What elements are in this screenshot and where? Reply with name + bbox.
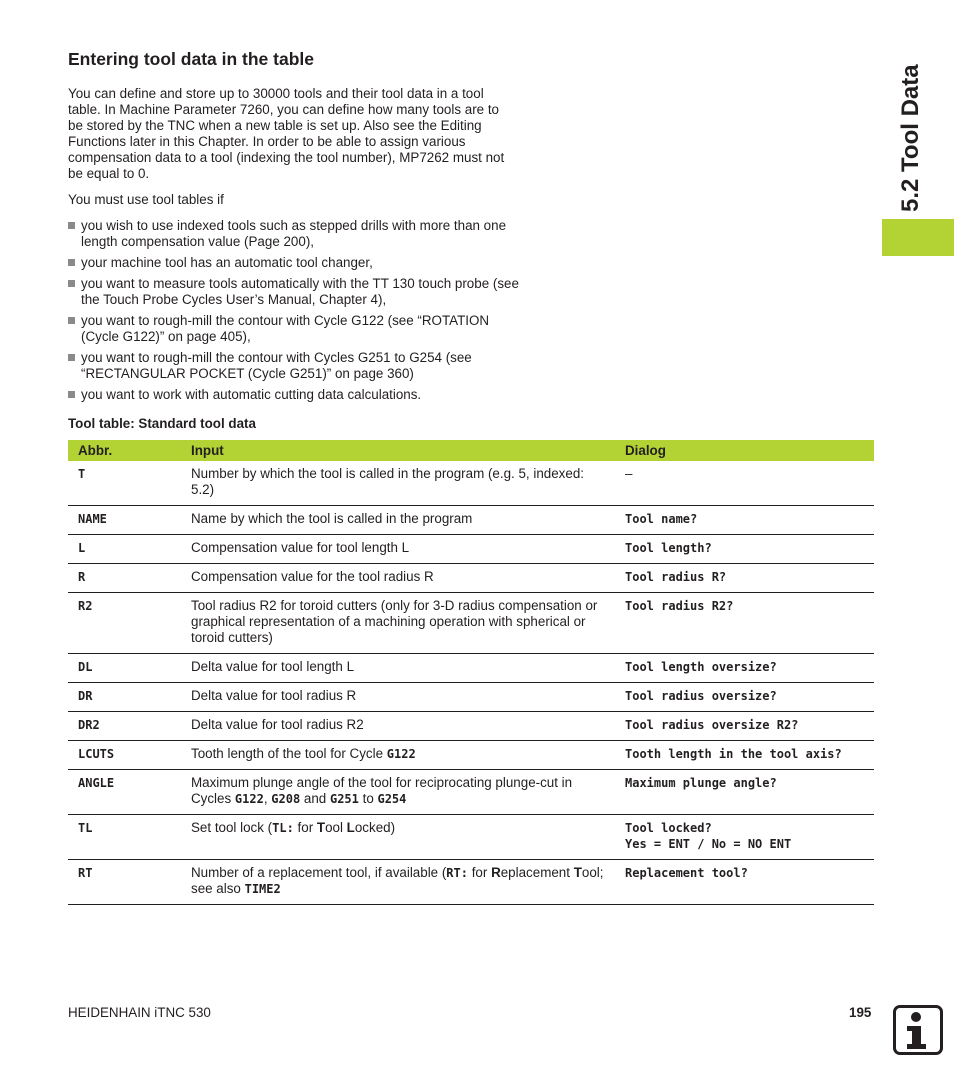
- table-row: [68, 712, 874, 741]
- table-header-row: [68, 440, 874, 461]
- input-cell: Compensation value for tool length L: [181, 535, 615, 564]
- table-row: [68, 506, 874, 535]
- input-cell: Delta value for tool radius R2: [181, 712, 615, 741]
- bullet-square-icon: [68, 280, 75, 287]
- abbr-cell: ANGLE: [68, 770, 181, 815]
- abbr-cell: R2: [68, 593, 181, 654]
- dialog-cell: Tool radius oversize?: [615, 683, 874, 712]
- table-row: [68, 815, 874, 860]
- table-row: [68, 461, 874, 506]
- abbr-cell: NAME: [68, 506, 181, 535]
- header-abbr: Abbr.: [68, 440, 181, 461]
- dialog-cell: Tool name?: [615, 506, 874, 535]
- intro-paragraph: You can define and store up to 30000 tools and their tool data in a tool table. In Machine Parameter 7260, you can define how many tools are to be stored by the TNC when a new table is set up. Also see the Editing Functions later in this Chapter. In order to be able to assign various compensation data to a tool (indexing the tool number), MP7262 must not be equal to 0.: [68, 86, 505, 181]
- info-icon: [893, 1005, 943, 1055]
- table-row: [68, 770, 874, 815]
- input-cell: Name by which the tool is called in the program: [181, 506, 615, 535]
- input-cell: Tool radius R2 for toroid cutters (only for 3-D radius compensation or graphical representation of a machining operation with spherical or toroid cutters): [181, 593, 615, 654]
- footer-product: HEIDENHAIN iTNC 530: [68, 1005, 211, 1020]
- abbr-cell: DR: [68, 683, 181, 712]
- dialog-cell: Tool radius R?: [615, 564, 874, 593]
- input-cell: Maximum plunge angle of the tool for reciprocating plunge-cut in Cycles G122, G208 and G251 to G254: [181, 770, 615, 815]
- header-input: Input: [181, 440, 615, 461]
- list-item: you wish to use indexed tools such as stepped drills with more than one length compensation value (Page 200),: [68, 218, 528, 250]
- abbr-cell: TL: [68, 815, 181, 860]
- input-cell: Compensation value for the tool radius R: [181, 564, 615, 593]
- list-item: your machine tool has an automatic tool changer,: [68, 255, 528, 271]
- page-number: 195: [849, 1005, 872, 1020]
- section-heading: Entering tool data in the table: [68, 49, 314, 69]
- abbr-cell: T: [68, 461, 181, 506]
- input-cell: Delta value for tool length L: [181, 654, 615, 683]
- table-row: [68, 683, 874, 712]
- bullet-square-icon: [68, 259, 75, 266]
- must-use-paragraph: You must use tool tables if: [68, 192, 224, 207]
- abbr-cell: RT: [68, 860, 181, 905]
- table-row: [68, 593, 874, 654]
- abbr-cell: R: [68, 564, 181, 593]
- table-row: [68, 654, 874, 683]
- bullet-square-icon: [68, 222, 75, 229]
- table-title: Tool table: Standard tool data: [68, 416, 256, 431]
- input-cell: Number by which the tool is called in the program (e.g. 5, indexed: 5.2): [181, 461, 615, 506]
- dialog-cell: Tool locked? Yes = ENT / No = NO ENT: [615, 815, 874, 860]
- list-item: you want to rough-mill the contour with Cycle G122 (see “ROTATION (Cycle G122)” on page 405),: [68, 313, 528, 345]
- dialog-cell: Replacement tool?: [615, 860, 874, 905]
- bullet-square-icon: [68, 317, 75, 324]
- bullet-square-icon: [68, 391, 75, 398]
- dialog-cell: Maximum plunge angle?: [615, 770, 874, 815]
- abbr-cell: L: [68, 535, 181, 564]
- tool-data-table: [68, 440, 874, 905]
- chapter-title-text: 5.2 Tool Data: [897, 64, 924, 212]
- dialog-cell: Tool radius R2?: [615, 593, 874, 654]
- dialog-cell: Tool length?: [615, 535, 874, 564]
- chapter-tab-marker: [882, 219, 954, 256]
- dialog-cell: Tool radius oversize R2?: [615, 712, 874, 741]
- list-item: you want to rough-mill the contour with Cycles G251 to G254 (see “RECTANGULAR POCKET (Cycle G251)” on page 360): [68, 350, 528, 382]
- header-dialog: Dialog: [615, 440, 874, 461]
- input-cell: Tooth length of the tool for Cycle G122: [181, 741, 615, 770]
- abbr-cell: DL: [68, 654, 181, 683]
- dialog-cell: Tooth length in the tool axis?: [615, 741, 874, 770]
- table-row: [68, 535, 874, 564]
- bullet-square-icon: [68, 354, 75, 361]
- abbr-cell: DR2: [68, 712, 181, 741]
- bullet-list: [68, 218, 528, 408]
- dialog-cell: –: [615, 461, 874, 506]
- table-row: [68, 860, 874, 905]
- list-item: you want to work with automatic cutting data calculations.: [68, 387, 528, 403]
- table-row: [68, 564, 874, 593]
- table-row: [68, 741, 874, 770]
- dialog-cell: Tool length oversize?: [615, 654, 874, 683]
- list-item: you want to measure tools automatically with the TT 130 touch probe (see the Touch Probe Cycles User’s Manual, Chapter 4),: [68, 276, 528, 308]
- input-cell: Set tool lock (TL: for Tool Locked): [181, 815, 615, 860]
- abbr-cell: LCUTS: [68, 741, 181, 770]
- input-cell: Number of a replacement tool, if available (RT: for Replacement Tool; see also TIME2: [181, 860, 615, 905]
- chapter-side-title: [893, 30, 925, 220]
- input-cell: Delta value for tool radius R: [181, 683, 615, 712]
